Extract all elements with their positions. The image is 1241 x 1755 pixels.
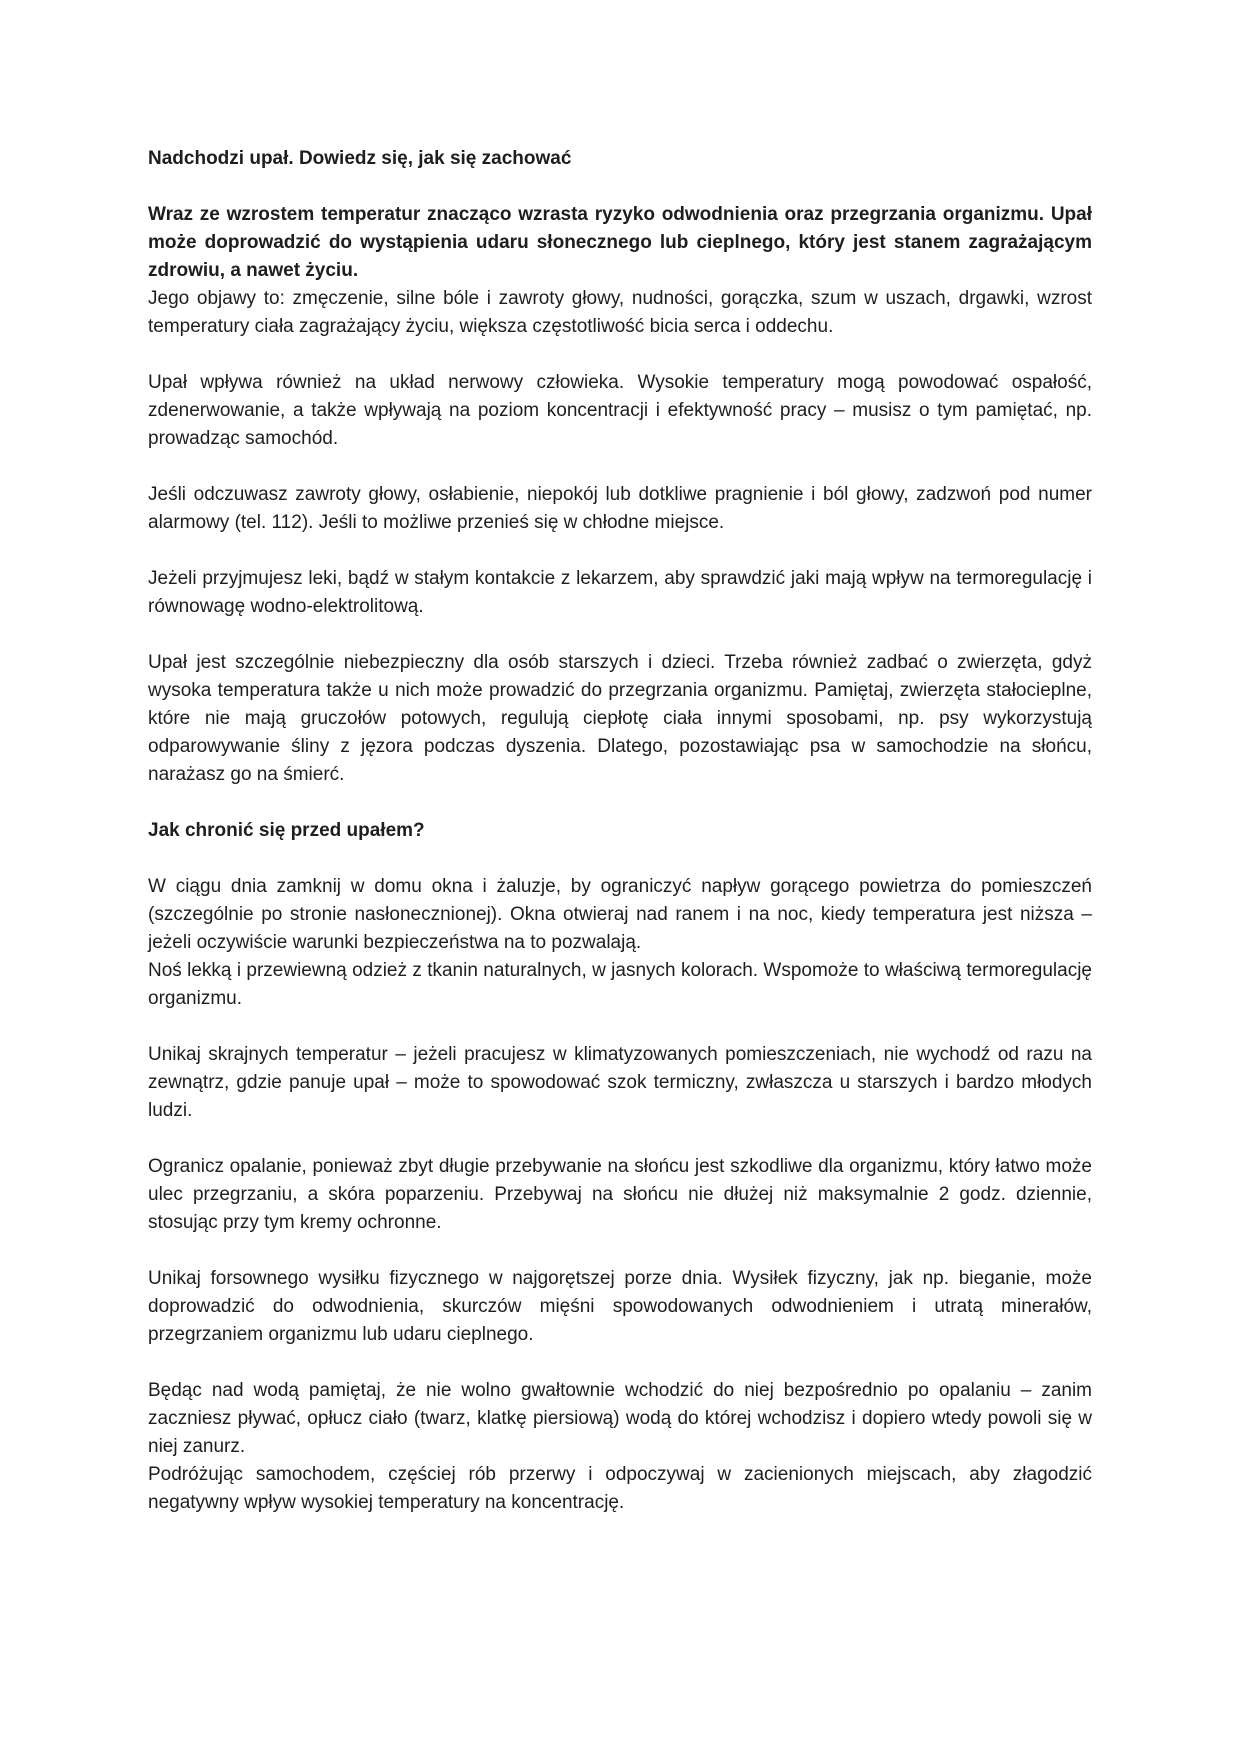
windows-paragraph: W ciągu dnia zamknij w domu okna i żaluzje, by ograniczyć napływ gorącego powietrza do pomieszczeń (szczególnie po stronie nasłonecznionej). Okna otwieraj nad ranem i na noc, kiedy temperatura jest niższa – jeżeli oczywiście warunki bezpieczeństwa na to pozwalają. [148,876,1092,953]
clothing-paragraph: Noś lekką i przewiewną odzież z tkanin naturalnych, w jasnych kolorach. Wspomoże to właściwą termoregulację organizmu. [148,960,1092,1009]
exercise-paragraph: Unikaj forsownego wysiłku fizycznego w najgorętszej porze dnia. Wysiłek fizyczny, jak np. bieganie, może doprowadzić do odwodnienia, skurczów mięśni spowodowanych odwodnieniem i utratą minerałów, przegrzaniem organizmu lub udaru cieplnego. [148,1268,1092,1345]
symptoms-paragraph: Jego objawy to: zmęczenie, silne bóle i zawroty głowy, nudności, gorączka, szum w uszach, drgawki, wzrost temperatury ciała zagrażający życiu, większa częstotliwość bicia serca i oddechu. [148,288,1092,337]
document-body [148,145,1092,1517]
sunbathing-paragraph: Ogranicz opalanie, ponieważ zbyt długie przebywanie na słońcu jest szkodliwe dla organizmu, który łatwo może ulec przegrzaniu, a skóra poparzeniu. Przebywaj na słońcu nie dłużej niż maksymalnie 2 godz. dziennie, stosując przy tym kremy ochronne. [148,1156,1092,1233]
water-paragraph: Będąc nad wodą pamiętaj, że nie wolno gwałtownie wchodzić do niej bezpośrednio po opalaniu – zanim zaczniesz pływać, opłucz ciało (twarz, klatkę piersiową) wodą do której wchodzisz i dopiero wtedy powoli się w niej zanurz. [148,1380,1092,1457]
elderly-animals-paragraph: Upał jest szczególnie niebezpieczny dla osób starszych i dzieci. Trzeba również zadbać o zwierzęta, gdyż wysoka temperatura także u nich może prowadzić do przegrzania organizmu. Pamiętaj, zwierzęta stałocieplne, które nie mają gruczołów potowych, regulują ciepłotę ciała innymi sposobami, np. psy wykorzystują odparowywanie śliny z jęzora podczas dyszenia. Dlatego, pozostawiając psa w samochodzie na słońcu, narażasz go na śmierć. [148,652,1092,785]
document-title: Nadchodzi upał. Dowiedz się, jak się zachować [148,148,572,169]
medicine-paragraph: Jeżeli przyjmujesz leki, bądź w stałym kontakcie z lekarzem, aby sprawdzić jaki mają wpływ na termoregulację i równowagę wodno-elektrolitową. [148,568,1092,617]
nervous-system-paragraph: Upał wpływa również na układ nerwowy człowieka. Wysokie temperatury mogą powodować ospałość, zdenerwowanie, a także wpływają na poziom koncentracji i efektywność pracy – musisz o tym pamiętać, np. prowadząc samochód. [148,372,1092,449]
emergency-paragraph: Jeśli odczuwasz zawroty głowy, osłabienie, niepokój lub dotkliwe pragnienie i ból głowy, zadzwoń pod numer alarmowy (tel. 112). Jeśli to możliwe przenieś się w chłodne miejsce. [148,484,1092,533]
section-heading: Jak chronić się przed upałem? [148,820,425,841]
driving-paragraph: Podróżując samochodem, częściej rób przerwy i odpoczywaj w zacienionych miejscach, aby złagodzić negatywny wpływ wysokiej temperatury na koncentrację. [148,1464,1092,1513]
lead-paragraph: Wraz ze wzrostem temperatur znacząco wzrasta ryzyko odwodnienia oraz przegrzania organizmu. Upał może doprowadzić do wystąpienia udaru słonecznego lub cieplnego, który jest stanem zagrażającym zdrowiu, a nawet życiu. [148,204,1092,281]
extreme-temperatures-paragraph: Unikaj skrajnych temperatur – jeżeli pracujesz w klimatyzowanych pomieszczeniach, nie wychodź od razu na zewnątrz, gdzie panuje upał – może to spowodować szok termiczny, zwłaszcza u starszych i bardzo młodych ludzi. [148,1044,1092,1121]
